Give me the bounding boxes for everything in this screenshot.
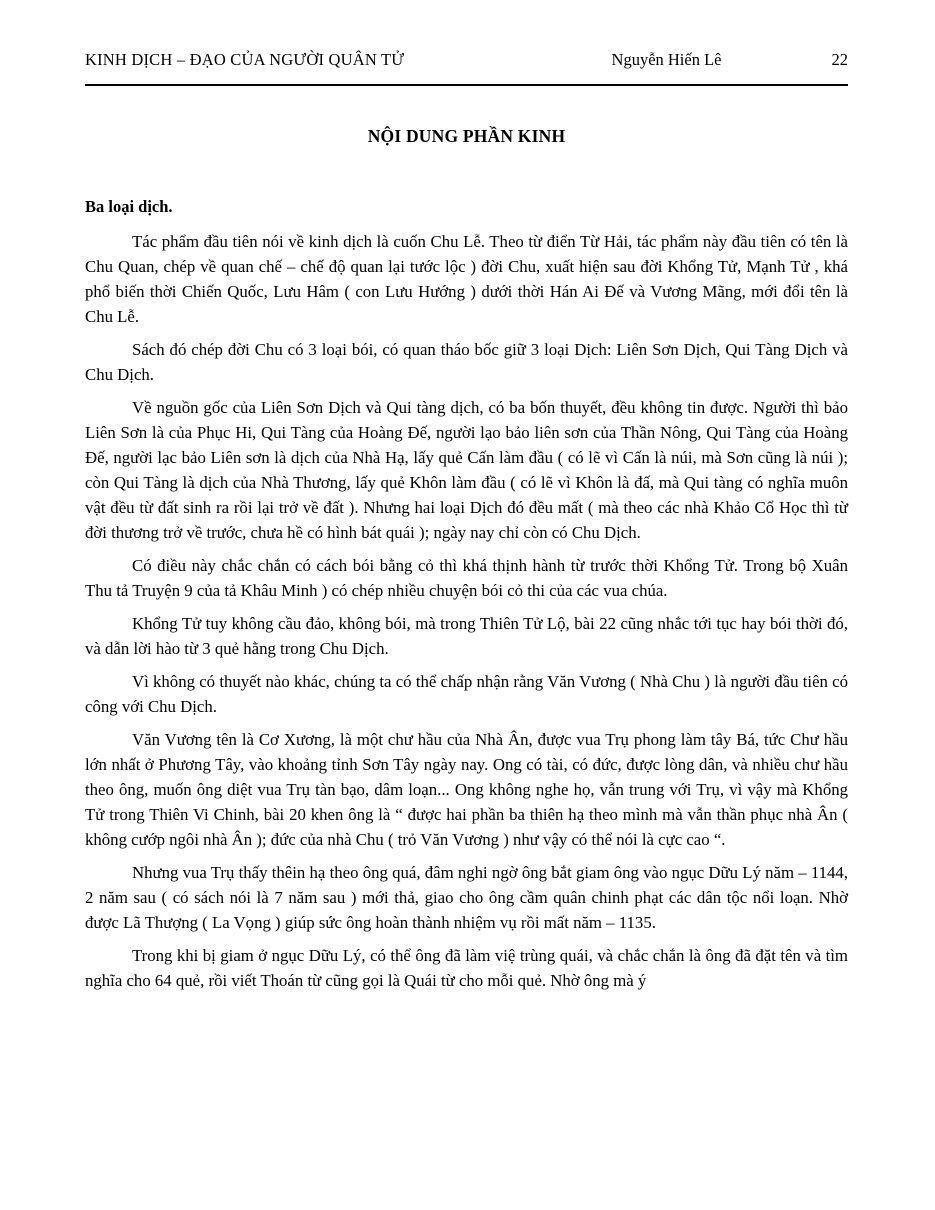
paragraph: Nhưng vua Trụ thấy thêin hạ theo ông quá, đâm nghi ngờ ông bắt giam ông vào ngục Dữu Lý năm – 1144, 2 năm sau ( có sách nói là 7 năm sau ) mới thả, giao cho ông cầm quân chinh phạt các dân tộc nổi loạn. Nhờ được Lã Thượng ( La Vọng ) giúp sức ông hoàn thành nhiệm vụ rồi mất năm – 1135. (85, 862, 848, 932)
paragraph: Khổng Tử tuy không cầu đảo, không bói, mà trong Thiên Tử Lộ, bài 22 cũng nhắc tới tục hay bói thời đó, và dẫn lời hào từ 3 quẻ hằng trong Chu Dịch. (85, 613, 848, 658)
paragraph: Về nguồn gốc của Liên Sơn Dịch và Qui tàng dịch, có ba bốn thuyết, đều không tin được. Người thì bảo Liên Sơn là của Phục Hi, Qui Tàng của Hoàng Đế, người lạo bảo liên sơn của Thần Nông, Qui Tàng của Hoàng Đế, người lạc bảo Liên sơn là dịch của Nhà Hạ, lấy quẻ Cấn làm đầu ( có lẽ vì Cấn là núi, mà Sơn cũng là núi ); còn Qui Tàng là dịch của Nhà Thương, lấy quẻ Khôn làm đầu ( có lẽ vì Khôn là đấ, mà Qui tàng có nghĩa muôn vật đều từ đất sinh ra rồi lại trở về đất ). Nhưng hai loại Dịch đó đều mất ( mà theo các nhà Khảo Cổ Học thì từ đời thương trở về trước, chưa hề có hình bát quái ); ngày nay chỉ còn có Chu Dịch. (85, 397, 848, 542)
section-heading: Ba loại dịch. (85, 196, 173, 216)
paragraph: Có điều này chắc chắn có cách bói bằng cỏ thì khá thịnh hành từ trước thời Khổng Tử. Trong bộ Xuân Thu tả Truyện 9 của tả Khâu Minh ) có chép nhiều chuyện bói cỏ thi của các vua chúa. (85, 555, 848, 600)
body-text (85, 229, 848, 993)
author-name: Nguyễn Hiến Lê (611, 50, 722, 69)
book-title: KINH DỊCH – ĐẠO CỦA NGƯỜI QUÂN TỬ (85, 50, 405, 69)
header-rule (85, 84, 848, 86)
page-title: NỘI DUNG PHẦN KINH (367, 125, 566, 146)
page-number: 22 (831, 50, 848, 69)
paragraph: Sách đó chép đời Chu có 3 loại bói, có quan tháo bốc giữ 3 loại Dịch: Liên Sơn Dịch, Qui Tàng Dịch và Chu Dịch. (85, 339, 848, 384)
paragraph: Tác phẩm đầu tiên nói về kinh dịch là cuốn Chu Lễ. Theo từ điển Từ Hải, tác phẩm này đầu tiên có tên là Chu Quan, chép về quan chế – chế độ quan lại tước lộc ) đời Chu, xuất hiện sau đời Khổng Tử, Mạnh Tử , khá phổ biến thời Chiến Quốc, Lưu Hâm ( con Lưu Hướng ) dưới thời Hán Ai Đế và Vương Mãng, mới đổi tên là Chu Lễ. (85, 231, 848, 326)
page-header (85, 50, 848, 70)
paragraph: Vì không có thuyết nào khác, chúng ta có thể chấp nhận rằng Văn Vương ( Nhà Chu ) là người đầu tiên có công với Chu Dịch. (85, 671, 848, 716)
paragraph: Văn Vương tên là Cơ Xương, là một chư hầu của Nhà Ân, được vua Trụ phong làm tây Bá, tức Chư hầu lớn nhất ở Phương Tây, vào khoảng tỉnh Sơn Tây ngày nay. Ong có tài, có đức, được lòng dân, và nhiều chư hầu theo ông, muốn ông diệt vua Trụ tàn bạo, dâm loạn... Ong không nghe họ, vẫn trung với Trụ, vì vậy mà Khổng Tử trong Thiên Vi Chinh, bài 20 khen ông là “ được hai phần ba thiên hạ theo mình mà vẫn thần phục nhà Ân ( không cướp ngôi nhà Ân ); đức của nhà Chu ( trỏ Văn Vương ) như vậy có thể nói là cực cao “. (85, 729, 848, 849)
paragraph: Trong khi bị giam ở ngục Dữu Lý, có thể ông đã làm việ trùng quái, và chắc chắn là ông đã đặt tên và tìm nghĩa cho 64 quẻ, rồi viết Thoán từ cũng gọi là Quái từ cho mỗi quẻ. Nhờ ông mà ý (85, 945, 848, 990)
